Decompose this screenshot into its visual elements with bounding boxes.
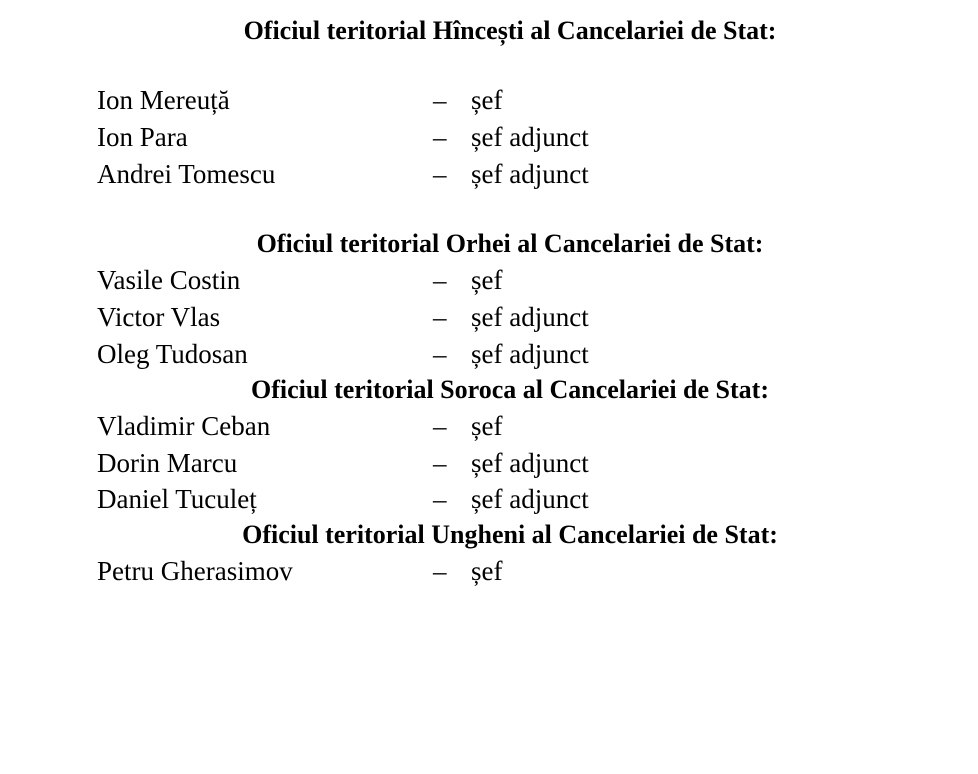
dash-separator: – (433, 556, 447, 586)
staff-role: șef adjunct (471, 302, 589, 332)
staff-name: Vasile Costin (97, 265, 241, 295)
staff-role: șef adjunct (471, 122, 589, 152)
staff-role: șef adjunct (471, 339, 589, 369)
staff-role: șef (471, 556, 503, 586)
staff-role: șef (471, 411, 503, 441)
staff-name: Petru Gherasimov (97, 556, 293, 586)
dash-separator: – (433, 339, 447, 369)
staff-name: Ion Para (97, 122, 188, 152)
staff-role: șef (471, 85, 503, 115)
staff-name: Ion Mereuță (97, 85, 230, 115)
dash-separator: – (433, 302, 447, 332)
dash-separator: – (433, 265, 447, 295)
dash-separator: – (433, 159, 447, 189)
dash-separator: – (433, 411, 447, 441)
dash-separator: – (433, 484, 447, 514)
section-heading-ungheni: Oficiul teritorial Ungheni al Cancelariei de Stat: (242, 520, 778, 549)
staff-role: șef adjunct (471, 484, 589, 514)
staff-name: Dorin Marcu (97, 448, 238, 478)
staff-role: șef (471, 265, 503, 295)
section-heading-soroca: Oficiul teritorial Soroca al Cancelariei de Stat: (251, 375, 769, 404)
staff-name: Daniel Tuculeț (97, 484, 257, 514)
section-heading-hincesti: Oficiul teritorial Hîncești al Cancelariei de Stat: (243, 16, 777, 45)
staff-role: șef adjunct (471, 159, 589, 189)
dash-separator: – (433, 122, 447, 152)
dash-separator: – (433, 85, 447, 115)
section-heading-orhei: Oficiul teritorial Orhei al Cancelariei de Stat: (256, 229, 764, 258)
staff-name: Andrei Tomescu (97, 159, 276, 189)
staff-role: șef adjunct (471, 448, 589, 478)
staff-name: Oleg Tudosan (97, 339, 248, 369)
staff-name: Vladimir Ceban (97, 411, 271, 441)
dash-separator: – (433, 448, 447, 478)
staff-name: Victor Vlas (97, 302, 221, 332)
